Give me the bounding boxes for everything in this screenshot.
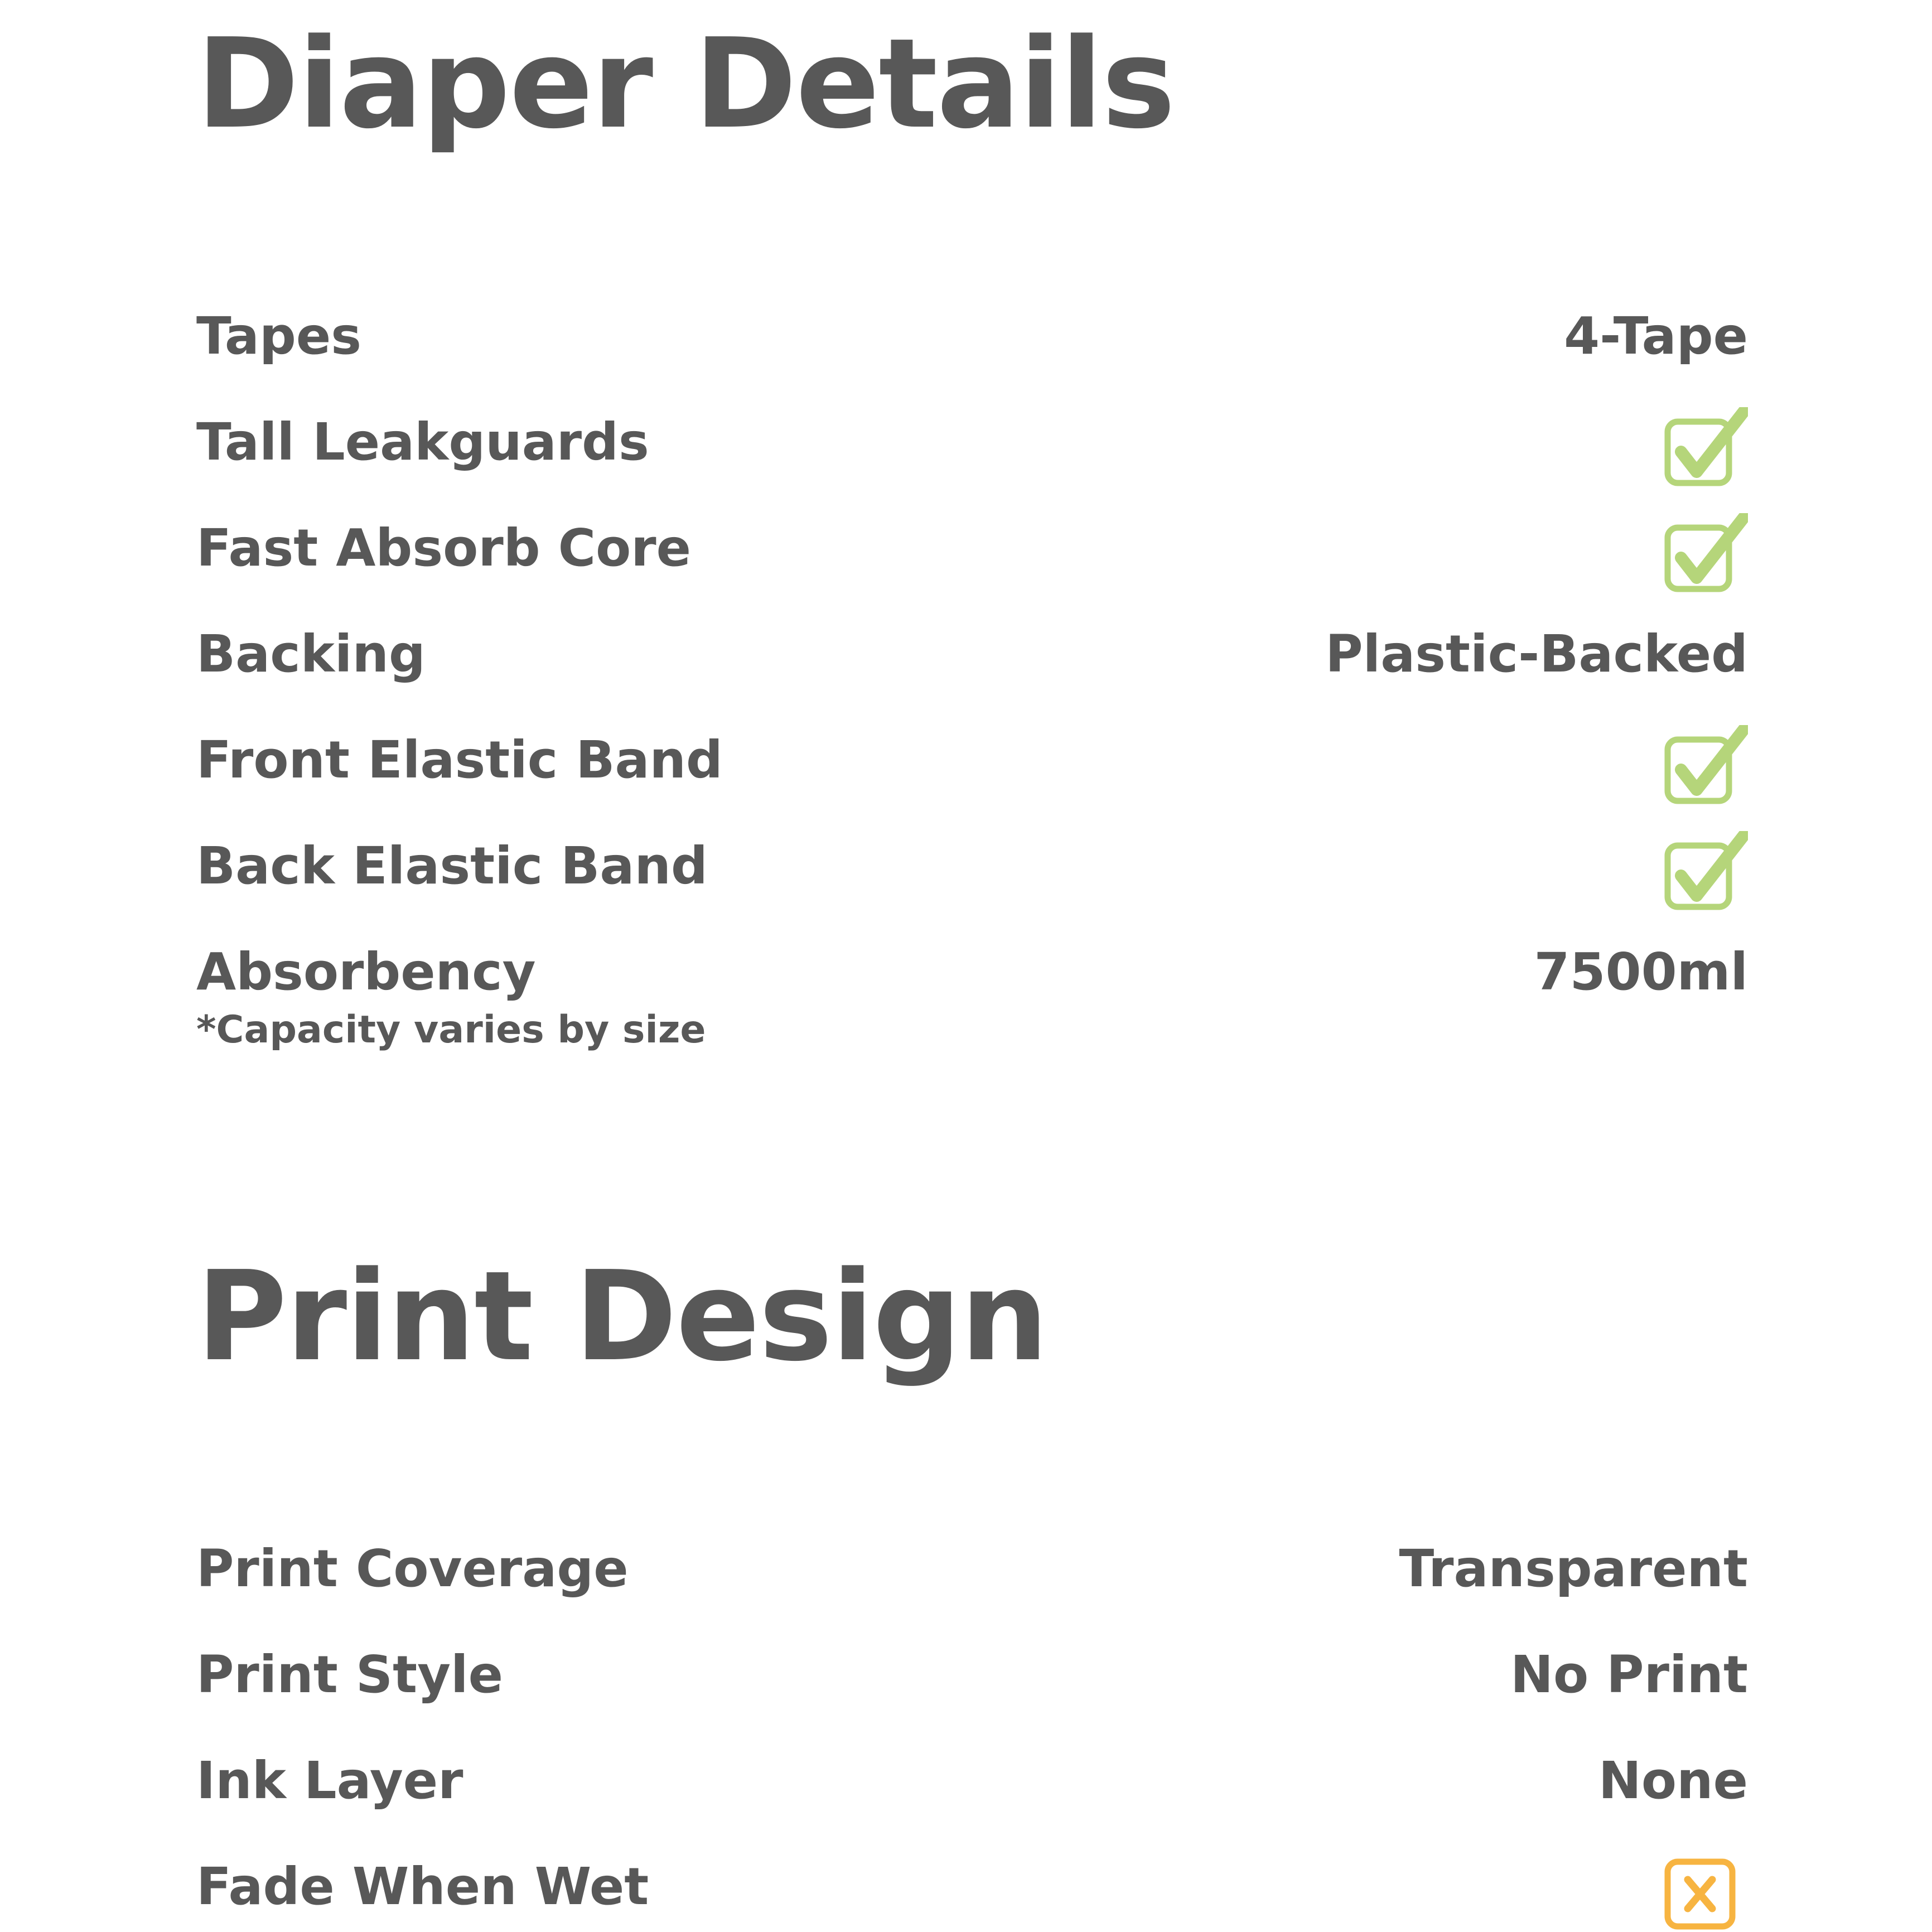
spec-row-print-style [196,1644,1748,1733]
spec-row-absorbency [196,941,1748,1064]
spec-row-fade-when-wet [196,1856,1748,1932]
spec-label: Front Elastic Band [196,730,723,790]
spec-label: Absorbency [196,942,536,1002]
spec-row-ink-layer [196,1750,1748,1839]
checkbox-checked-icon [1664,725,1748,809]
section-title-diaper-details: Diaper Details [196,12,1175,156]
spec-label: Print Coverage [196,1539,629,1598]
spec-value: 4-Tape [1564,306,1748,366]
spec-row-front-elastic-band [196,730,1748,819]
spec-row-print-coverage [196,1538,1748,1627]
spec-label: Back Elastic Band [196,836,708,896]
spec-row-tapes [196,306,1748,395]
spec-row-backing [196,624,1748,713]
spec-label: Tall Leakguards [196,412,649,472]
spec-label: Tapes [196,306,361,366]
spec-label: Fade When Wet [196,1857,649,1916]
spec-row-fast-absorb-core [196,518,1748,607]
section-title-print-design: Print Design [196,1245,1047,1389]
spec-value: None [1598,1751,1748,1810]
spec-label: Fast Absorb Core [196,518,692,578]
spec-row-back-elastic-band [196,835,1748,925]
checkbox-checked-icon [1664,407,1748,491]
checkbox-cross-icon [1664,1858,1736,1930]
spec-value: Plastic-Backed [1325,624,1748,684]
spec-label: Ink Layer [196,1751,463,1810]
spec-label: Backing [196,624,426,684]
spec-footnote: *Capacity varies by size [196,1008,706,1052]
spec-value: Transparent [1399,1539,1748,1598]
checkbox-checked-icon [1664,831,1748,915]
spec-value: 7500ml [1534,942,1748,1002]
checkbox-checked-icon [1664,513,1748,597]
spec-value: No Print [1510,1645,1748,1704]
spec-label: Print Style [196,1645,503,1704]
spec-row-tall-leakguards [196,412,1748,501]
